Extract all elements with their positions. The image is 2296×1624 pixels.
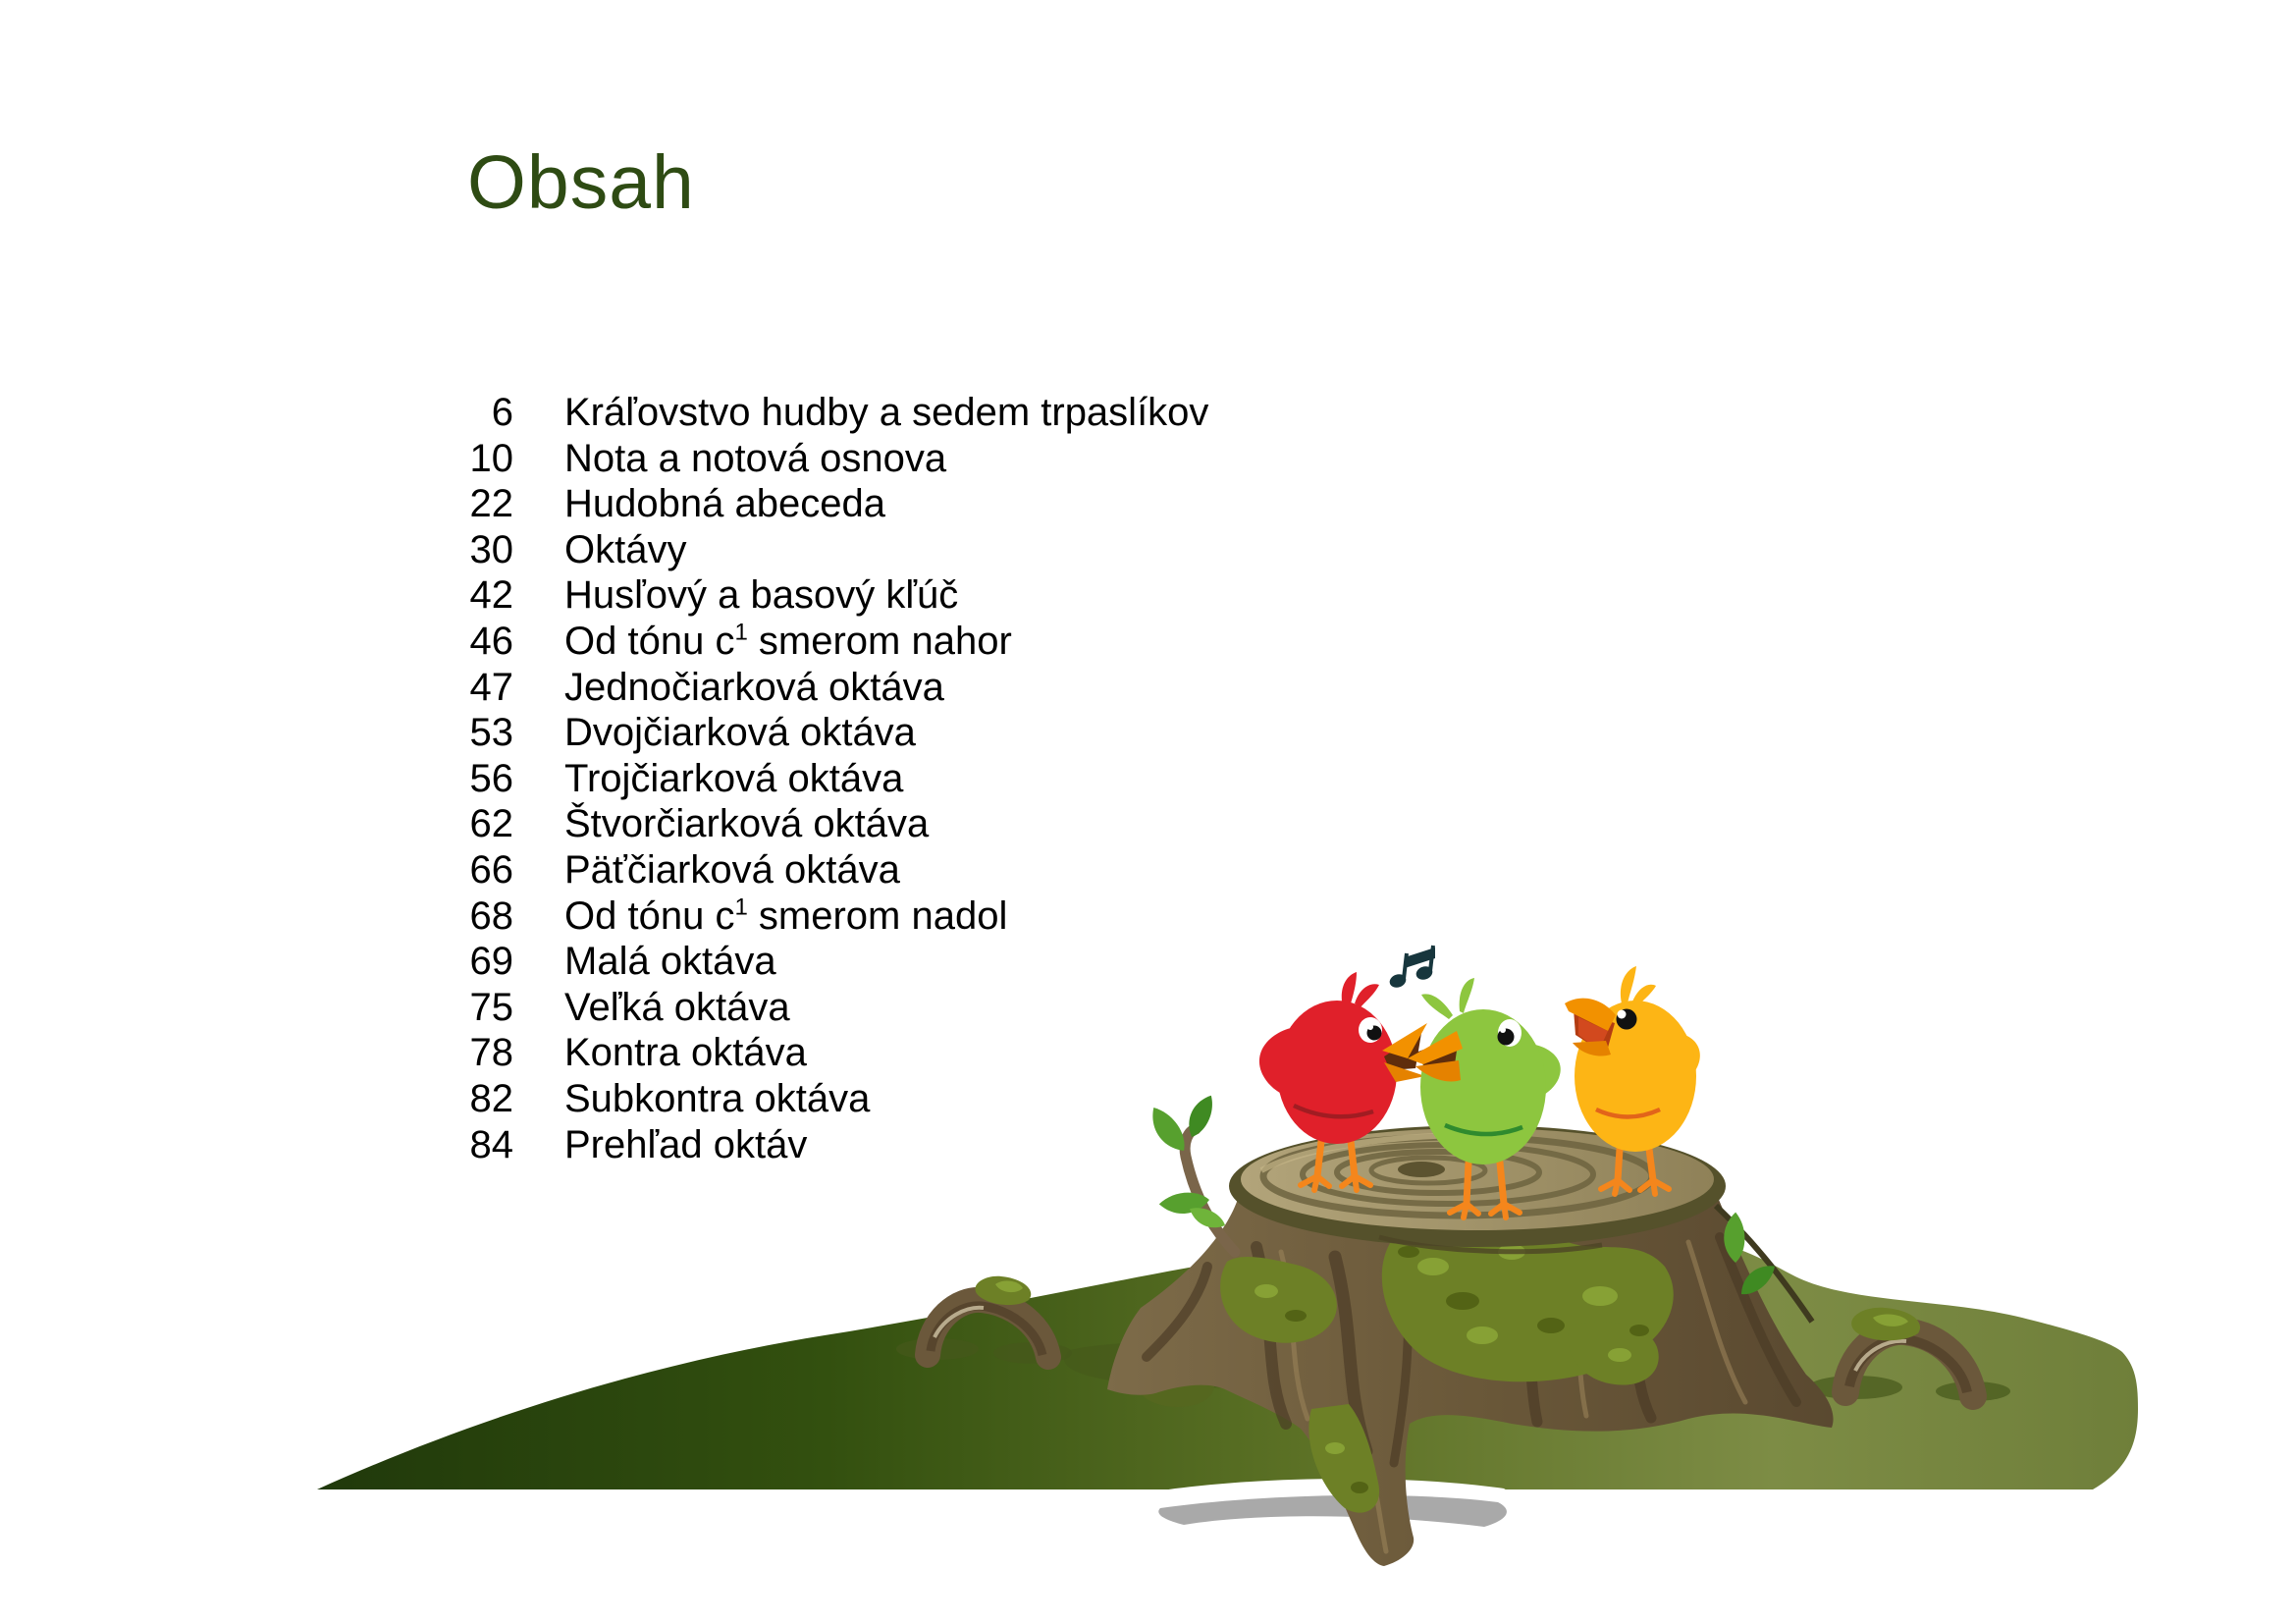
toc-title-pre: Kontra oktáva: [564, 1031, 807, 1075]
toc-title-pre: Subkontra oktáva: [564, 1076, 871, 1120]
toc-gap: [513, 436, 564, 482]
toc-gap: [513, 847, 564, 893]
toc-gap: [513, 481, 564, 527]
toc-page-number: 66: [469, 847, 513, 892]
toc-page-number: 69: [469, 940, 513, 984]
toc-page-number: 46: [469, 619, 513, 663]
toc-gap: [513, 710, 564, 756]
toc-title: [564, 710, 1492, 756]
toc-title: [564, 665, 1492, 711]
toc-title-pre: Od tónu c: [564, 893, 735, 938]
toc-title: [564, 572, 1492, 619]
toc-page-number: 47: [469, 665, 513, 709]
toc-title-pre: Nota a notová osnova: [564, 436, 947, 480]
toc-title-pre: Štvorčiarková oktáva: [564, 802, 930, 846]
toc-page-number: 78: [469, 1031, 513, 1075]
yellow-bird-crest: [1621, 966, 1656, 1006]
toc-page-number: 30: [469, 527, 513, 571]
toc-row: [412, 801, 1492, 847]
left-twig: [1147, 1092, 1235, 1252]
toc-page-number: 75: [469, 985, 513, 1029]
toc-page-number: 62: [469, 802, 513, 846]
red-bird-eye: [1359, 1017, 1382, 1043]
music-note-icon: [1388, 946, 1435, 989]
toc-title: [564, 801, 1492, 847]
toc-title-pre: Oktávy: [564, 527, 687, 571]
toc-page-number: 22: [469, 482, 513, 526]
toc-title: [564, 756, 1492, 802]
toc-row: [412, 756, 1492, 802]
toc-title: [564, 847, 1492, 893]
toc-page-number: 82: [469, 1076, 513, 1120]
toc-gap: [513, 801, 564, 847]
toc-page-number: 53: [469, 711, 513, 755]
toc-page-number: 68: [469, 893, 513, 938]
toc-title: [564, 390, 1492, 436]
toc-row: [412, 527, 1492, 573]
toc-page-number: 84: [469, 1122, 513, 1166]
toc-page-number: 42: [469, 573, 513, 618]
toc-gap: [513, 619, 564, 665]
toc-title-post: smerom nahor: [747, 619, 1012, 663]
toc-title-pre: Prehľad oktáv: [564, 1122, 808, 1166]
toc-gap: [513, 572, 564, 619]
yellow-bird-eye: [1617, 1009, 1637, 1030]
toc-title-pre: Hudobná abeceda: [564, 482, 885, 526]
toc-title-sup: 1: [734, 619, 748, 646]
toc-title-pre: Jednočiarková oktáva: [564, 665, 944, 709]
toc-gap: [513, 665, 564, 711]
toc-title: [564, 619, 1492, 665]
toc-title-pre: Od tónu c: [564, 619, 735, 663]
toc-title-pre: Husľový a basový kľúč: [564, 573, 959, 618]
birds-on-stump-illustration: [294, 913, 2296, 1624]
toc-gap: [513, 390, 564, 436]
toc-row: [412, 390, 1492, 436]
toc-title-pre: Trojčiarková oktáva: [564, 756, 904, 800]
yellow-bird-beak: [1565, 999, 1616, 1056]
toc-title-pre: Päťčiarková oktáva: [564, 847, 900, 892]
toc-gap: [513, 756, 564, 802]
toc-row: [412, 847, 1492, 893]
toc-title-post: smerom nadol: [747, 893, 1008, 938]
toc-title: [564, 481, 1492, 527]
toc-row: [412, 481, 1492, 527]
red-bird-crest: [1342, 972, 1379, 1007]
toc-row: [412, 572, 1492, 619]
toc-row: [412, 665, 1492, 711]
toc-row: [412, 436, 1492, 482]
toc-title: [564, 436, 1492, 482]
toc-gap: [513, 527, 564, 573]
toc-page-number: 56: [469, 756, 513, 800]
toc-title-pre: Dvojčiarková oktáva: [564, 711, 916, 755]
toc-row: [412, 619, 1492, 665]
toc-title: [564, 527, 1492, 573]
toc-title-pre: Veľká oktáva: [564, 985, 790, 1029]
toc-title-pre: Kráľovstvo hudby a sedem trpaslíkov: [564, 391, 1209, 434]
green-bird-body: [1420, 1009, 1546, 1164]
toc-row: [412, 710, 1492, 756]
toc-page-number: 10: [469, 436, 513, 480]
toc-page-number: 6: [491, 391, 513, 434]
toc-title-pre: Malá oktáva: [564, 940, 776, 984]
page-title: Obsah: [467, 140, 695, 225]
toc-title-sup: 1: [734, 893, 748, 921]
